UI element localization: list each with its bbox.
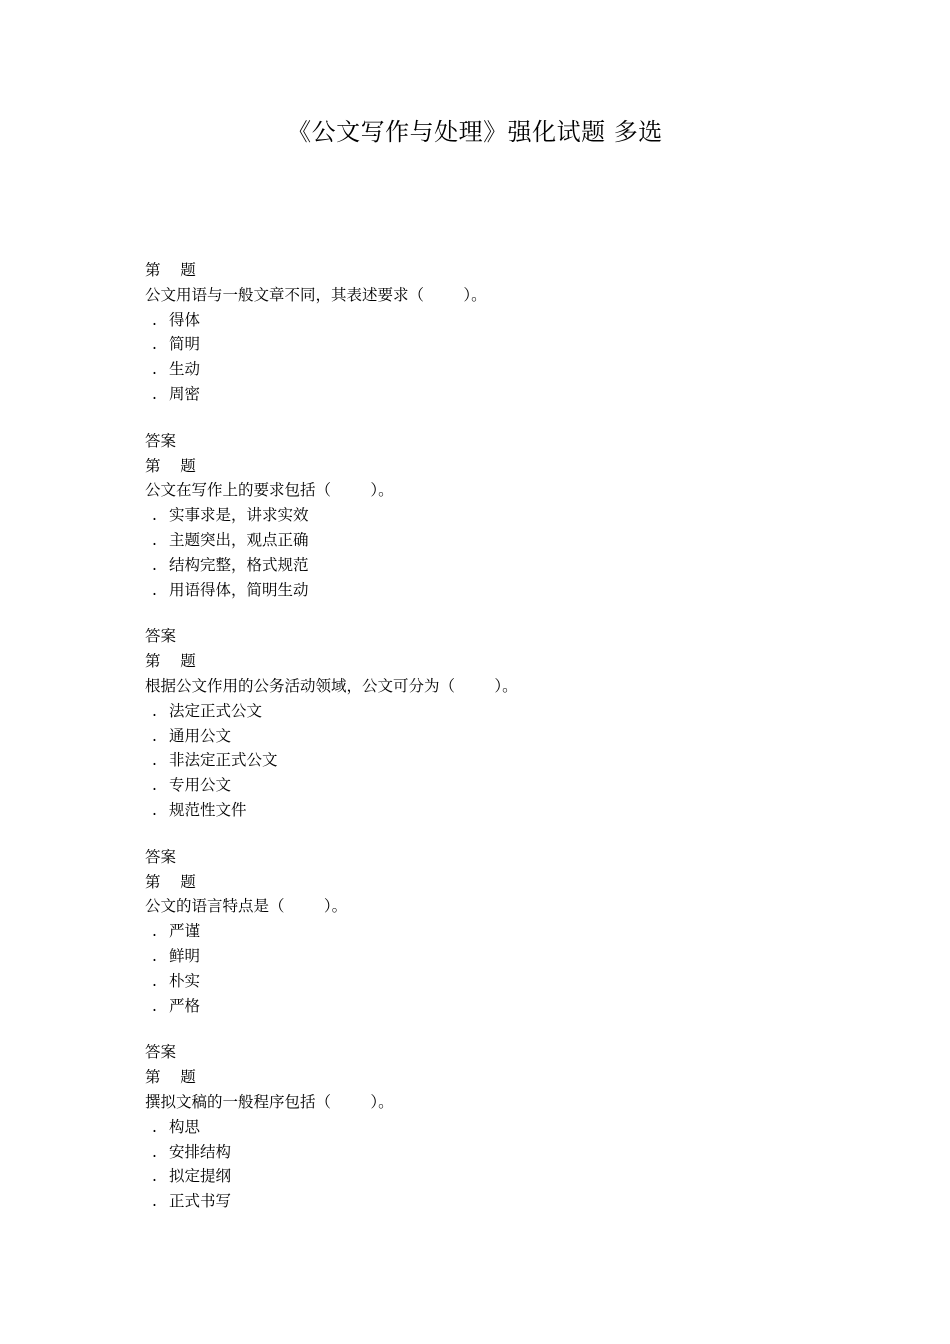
option-text: 生动	[169, 360, 201, 379]
option-text: 安排结构	[169, 1142, 232, 1161]
option-text: 主题突出，观点正确	[169, 530, 309, 549]
question-option: . 周密	[152, 384, 201, 403]
question-header: 第 题	[145, 456, 196, 475]
question-option: . 生动	[152, 360, 201, 379]
question-stem: 撰拟文稿的一般程序包括（ ）。	[145, 1092, 394, 1111]
question-option: . 通用公文	[152, 726, 232, 745]
answer-label: 答案	[145, 1043, 177, 1062]
option-text: 用语得体，简明生动	[169, 580, 309, 599]
option-text: 专用公文	[169, 776, 232, 795]
option-text: 简明	[169, 335, 201, 354]
question-option: . 构思	[152, 1117, 201, 1136]
question-option: . 朴实	[152, 971, 201, 990]
question-header: 第 题	[145, 1068, 196, 1087]
question-option: . 严格	[152, 996, 201, 1015]
document-title: 《公文写作与处理》强化试题 多选	[287, 118, 663, 146]
question-option: . 严谨	[152, 922, 201, 941]
option-text: 法定正式公文	[169, 701, 263, 720]
option-text: 结构完整，格式规范	[169, 555, 309, 574]
question-option: . 简明	[152, 335, 201, 354]
question-option: . 主题突出，观点正确	[152, 530, 309, 549]
option-text: 严谨	[169, 922, 201, 941]
option-text: 朴实	[169, 971, 201, 990]
question-option: . 得体	[152, 310, 201, 329]
question-option: . 规范性文件	[152, 800, 247, 819]
option-text: 规范性文件	[169, 800, 247, 819]
question-option: . 结构完整，格式规范	[152, 555, 309, 574]
answer-label: 答案	[145, 847, 177, 866]
question-header: 第 题	[145, 872, 196, 891]
question-stem: 根据公文作用的公务活动领域，公文可分为（ ）。	[145, 676, 518, 695]
question-option: . 专用公文	[152, 776, 232, 795]
option-text: 实事求是，讲求实效	[169, 506, 309, 525]
question-stem: 公文在写作上的要求包括（ ）。	[145, 481, 394, 500]
question-option: . 鲜明	[152, 946, 201, 965]
option-text: 通用公文	[169, 726, 232, 745]
option-text: 鲜明	[169, 946, 201, 965]
question-option: . 拟定提纲	[152, 1167, 232, 1186]
option-text: 严格	[169, 996, 201, 1015]
option-text: 周密	[169, 384, 201, 403]
question-option: . 安排结构	[152, 1142, 232, 1161]
option-text: 正式书写	[169, 1192, 232, 1211]
question-option: . 法定正式公文	[152, 701, 263, 720]
question-option: . 实事求是，讲求实效	[152, 506, 309, 525]
question-option: . 正式书写	[152, 1192, 232, 1211]
question-list	[145, 258, 865, 1214]
option-text: 非法定正式公文	[169, 751, 278, 770]
option-text: 得体	[169, 310, 201, 329]
answer-label: 答案	[145, 431, 177, 450]
question-option: . 用语得体，简明生动	[152, 580, 309, 599]
question-stem: 公文用语与一般文章不同，其表述要求（ ）。	[145, 285, 487, 304]
answer-label: 答案	[145, 627, 177, 646]
question-header: 第 题	[145, 652, 196, 671]
question-option: . 非法定正式公文	[152, 751, 278, 770]
option-text: 拟定提纲	[169, 1167, 232, 1186]
option-text: 构思	[169, 1117, 201, 1136]
question-stem: 公文的语言特点是（ ）。	[145, 897, 348, 916]
question-header: 第 题	[145, 261, 196, 279]
